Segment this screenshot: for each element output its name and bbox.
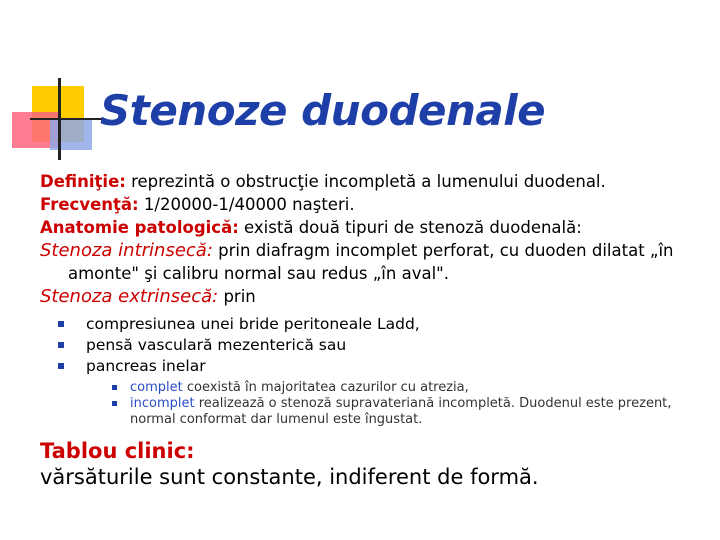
frecventa-text: 1/20000-1/40000 naşteri.	[138, 195, 355, 214]
definitie-label: Definiţie:	[40, 172, 126, 191]
list-item: pensă vasculară mezenterică sau	[58, 335, 710, 356]
subbullet-keyword: incomplet	[130, 396, 195, 411]
square-bullet-icon	[58, 342, 64, 348]
extrinseca-causes-list	[40, 314, 710, 377]
pancreas-inelar-sublist	[40, 380, 710, 428]
extrinseca-text: prin	[218, 287, 256, 306]
extrinseca-line	[40, 285, 710, 308]
square-bullet-icon	[112, 401, 117, 406]
definitie-line	[40, 170, 710, 193]
list-item: compresiunea unei bride peritoneale Ladd,	[58, 314, 710, 335]
intrinseca-label: Stenoza intrinsecă:	[40, 240, 213, 261]
subbullet-text: realizează o stenoză supravateriană incompletă. Duodenul este prezent, normal conformat dar lumenul este îngustat.	[130, 396, 672, 427]
list-item	[112, 380, 710, 396]
anatomie-line	[40, 216, 710, 239]
frecventa-line	[40, 193, 710, 216]
intrinseca-line	[40, 239, 710, 262]
intrinseca-continuation: amonte" şi calibru normal sau redus „în aval".	[68, 264, 449, 283]
frecventa-label: Frecvenţă:	[40, 195, 139, 214]
list-item	[112, 396, 710, 428]
decorative-logo	[0, 0, 110, 170]
anatomie-label: Anatomie patologică:	[40, 218, 239, 237]
definitie-text: reprezintă o obstrucţie incompletă a lumenului duodenal.	[125, 172, 606, 191]
subbullet-text: coexistă în majoritatea cazurilor cu atrezia,	[182, 380, 469, 395]
tablou-clinic-text: vărsăturile sunt constante, indiferent de formă.	[40, 465, 539, 489]
square-bullet-icon	[58, 363, 64, 369]
list-item: pancreas inelar	[58, 356, 710, 377]
square-bullet-icon	[58, 321, 64, 327]
slide-content	[40, 170, 710, 491]
logo-horizontal-line	[30, 118, 102, 120]
logo-blue-square	[50, 120, 92, 150]
extrinseca-label: Stenoza extrinsecă:	[40, 286, 219, 307]
slide-title: Stenoze duodenale	[100, 86, 546, 135]
anatomie-text: există două tipuri de stenoză duodenală:	[238, 218, 582, 237]
subbullet-keyword: complet	[130, 380, 183, 395]
intrinseca-text: prin diafragm incomplet perforat, cu duoden dilatat „în	[212, 241, 674, 260]
tablou-clinic-heading: Tablou clinic:	[40, 439, 195, 463]
square-bullet-icon	[112, 385, 117, 390]
